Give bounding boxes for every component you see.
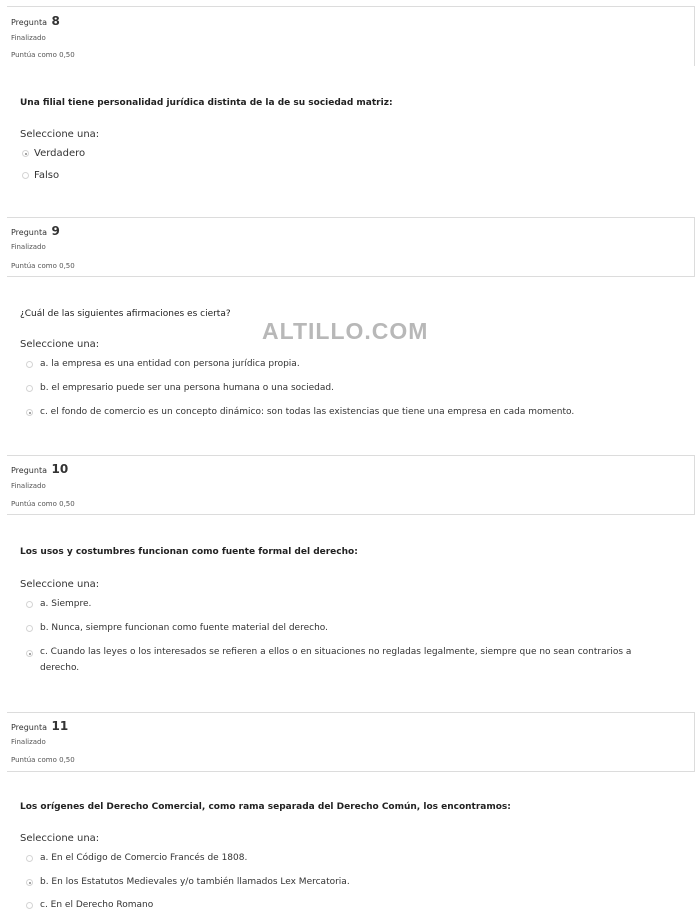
radio-icon[interactable] <box>26 409 33 416</box>
select-prompt: Seleccione una: <box>20 129 100 140</box>
question-number: Pregunta 9 <box>11 224 60 238</box>
question-text-11: Los orígenes del Derecho Comercial, como rama separada del Derecho Común, los encontramos: <box>20 802 511 812</box>
select-prompt: Seleccione una: <box>20 339 100 350</box>
select-prompt: Seleccione una: <box>20 579 100 590</box>
radio-icon[interactable] <box>22 150 29 157</box>
question-state: Finalizado <box>11 738 46 746</box>
question-info-9 <box>7 217 695 277</box>
question-number: Pregunta 11 <box>11 719 69 733</box>
radio-icon[interactable] <box>26 625 33 632</box>
question-info-8 <box>7 6 695 66</box>
question-grade: Puntúa como 0,50 <box>11 51 75 59</box>
radio-icon[interactable] <box>26 601 33 608</box>
radio-icon[interactable] <box>26 902 33 909</box>
radio-icon[interactable] <box>26 879 33 886</box>
radio-icon[interactable] <box>26 385 33 392</box>
question-text-10: Los usos y costumbres funcionan como fuente formal del derecho: <box>20 547 358 557</box>
select-prompt: Seleccione una: <box>20 833 100 844</box>
question-info-11 <box>7 712 695 772</box>
radio-icon[interactable] <box>26 361 33 368</box>
question-text-8: Una filial tiene personalidad jurídica distinta de la de su sociedad matriz: <box>20 98 393 108</box>
question-grade: Puntúa como 0,50 <box>11 756 75 764</box>
question-grade: Puntúa como 0,50 <box>11 500 75 508</box>
radio-icon[interactable] <box>22 172 29 179</box>
question-info-10 <box>7 455 695 515</box>
watermark: ALTILLO.COM <box>262 318 429 344</box>
question-number: Pregunta 8 <box>11 14 60 28</box>
radio-icon[interactable] <box>26 855 33 862</box>
question-state: Finalizado <box>11 34 46 42</box>
question-state: Finalizado <box>11 482 46 490</box>
question-text-9: ¿Cuál de las siguientes afirmaciones es cierta? <box>20 309 231 319</box>
question-grade: Puntúa como 0,50 <box>11 262 75 270</box>
question-state: Finalizado <box>11 243 46 251</box>
radio-icon[interactable] <box>26 650 33 657</box>
question-number: Pregunta 10 <box>11 462 69 476</box>
